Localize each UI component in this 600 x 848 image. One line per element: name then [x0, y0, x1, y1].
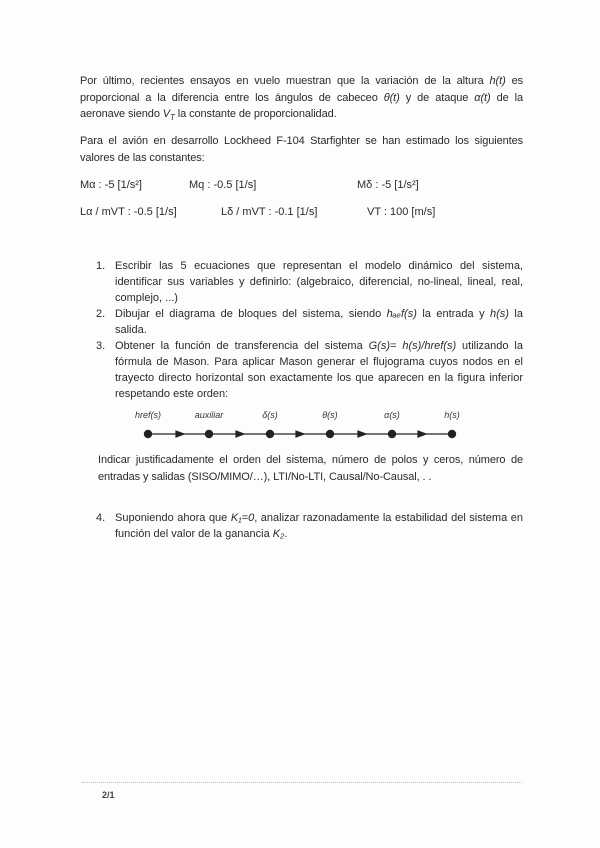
var-gs: G(s)= h(s)/href(s) [368, 340, 457, 352]
page-number: 2/1 [102, 790, 115, 800]
var-theta: θ(t) [383, 91, 400, 104]
intro-paragraph [80, 73, 523, 127]
text: Obtener la función de transferencia del sistema [115, 340, 369, 352]
text: la entrada y [416, 308, 491, 320]
const-vt: VT : 100 [m/s] [367, 206, 436, 218]
node-h [448, 430, 455, 437]
arrow-5 [418, 431, 426, 437]
node-label-auxiliar: auxiliar [194, 410, 224, 420]
question-list [96, 258, 523, 402]
node-label-alpha: α(s) [384, 410, 400, 420]
const-l-delta: Lδ / mVT : -0.1 [1/s] [221, 206, 318, 218]
const-mq: Mq : -0.5 [1/s] [189, 179, 257, 191]
var-h: h(t) [489, 75, 506, 87]
text: . [284, 528, 288, 540]
constants-row-2 [80, 206, 523, 222]
text: , analizar razonadamente la estabilidad del sistema en función del valor de la ganancia [115, 512, 523, 540]
const-m-alpha: Mα : -5 [1/s²] [80, 179, 142, 191]
text: utilizando la fórmula de Mason. Para aplicar Mason generar el flujograma cuyos nodos en el trayecto directo horizontal son exactamente los que aparecen en la figura inferior respetando este orden: [115, 340, 523, 400]
var-hs: h(s) [490, 308, 509, 320]
var-k1: K₁=0 [230, 512, 255, 524]
text: Por último, recientes ensayos en vuelo muestran que la variación de la altura [80, 75, 490, 87]
constants-row-1 [80, 179, 523, 195]
var-href: hₐₑf(s) [386, 308, 417, 320]
var-vt: $V_T$ [162, 108, 175, 123]
var-k2: K₂ [272, 528, 285, 540]
question-number: 4. [96, 512, 106, 524]
node-label-theta: θ(s) [322, 410, 338, 420]
footer-divider [82, 782, 522, 783]
after-flow-paragraph: Indicar justificadamente el orden del sistema, número de polos y ceros, número de entradas y salidas (SISO/MIMO/…), LTI/No-LTI, Causal/No-Causal, . . [98, 454, 523, 483]
question-4 [96, 510, 523, 542]
question-text: Escribir las 5 ecuaciones que representan el modelo dinámico del sistema, identificar sus variables y definirlo: (algebraico, diferencial, no-lineal, lineal, real, complejo, ...) [115, 260, 523, 304]
arrow-3 [296, 431, 304, 437]
flow-svg [130, 410, 470, 446]
text: es proporcional a la diferencia entre los ángulos de cabeceo [80, 75, 524, 104]
text: de la aeronave siendo [80, 91, 524, 120]
node-auxiliar [205, 430, 212, 437]
node-alpha [388, 430, 395, 437]
node-label-delta: δ(s) [262, 410, 278, 420]
arrow-1 [176, 431, 184, 437]
question-number: 3. [96, 340, 106, 352]
text: y de ataque [399, 91, 475, 104]
const-l-alpha: Lα / mVT : -0.5 [1/s] [80, 206, 177, 218]
question-2 [96, 306, 523, 338]
question-1 [96, 258, 523, 306]
question-number: 1. [96, 260, 106, 272]
question-3 [96, 338, 523, 402]
var-alpha: α(t) [474, 91, 491, 104]
question-number: 2. [96, 308, 106, 320]
const-m-delta: Mδ : -5 [1/s²] [357, 179, 419, 191]
node-label-h: h(s) [444, 410, 460, 420]
question-list-2 [96, 510, 523, 542]
node-theta [326, 430, 333, 437]
node-href [144, 430, 151, 437]
text: la constante de proporcionalidad. [174, 108, 337, 120]
text: Dibujar el diagrama de bloques del sistema, siendo [115, 308, 387, 320]
text: la salida. [115, 308, 523, 336]
arrow-4 [358, 431, 366, 437]
aircraft-paragraph: Para el avión en desarrollo Lockheed F-104 Starfighter se han estimado los siguientes valores de las constantes: [80, 135, 523, 164]
text: Suponiendo ahora que [115, 512, 231, 524]
arrow-2 [236, 431, 244, 437]
signal-flow-graph [130, 410, 470, 446]
node-label-href: href(s) [134, 410, 162, 420]
node-delta [266, 430, 273, 437]
